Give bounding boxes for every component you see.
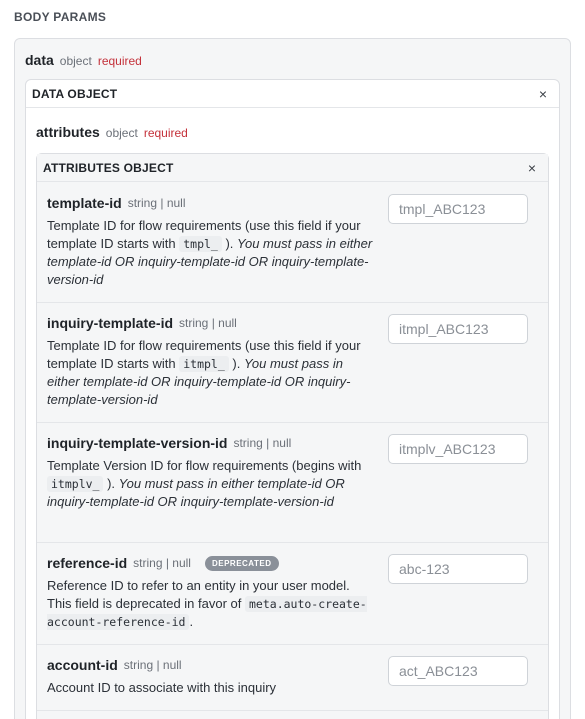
field-description	[47, 679, 377, 697]
desc-code: tmpl_	[179, 236, 222, 252]
desc-code: itmplv_	[47, 476, 103, 492]
field-info	[47, 657, 377, 697]
field-name-line	[47, 315, 377, 331]
field-info	[47, 195, 377, 289]
field-row-reference-id	[37, 543, 548, 645]
data-param-container	[14, 38, 571, 719]
field-name-line	[47, 195, 377, 211]
field-info	[47, 435, 377, 511]
data-param-type: object	[59, 54, 92, 68]
desc-italic: You must pass in either template-id OR inquiry-template-id OR inquiry-template-version-id	[47, 236, 373, 287]
field-name: inquiry-template-id	[47, 315, 174, 331]
attributes-object-box	[36, 153, 549, 719]
field-type: string | null	[127, 196, 186, 210]
field-name-line	[47, 657, 377, 673]
field-info	[47, 315, 377, 409]
data-object-header	[26, 80, 559, 108]
data-param-name: data	[25, 52, 54, 68]
section-title: BODY PARAMS	[14, 10, 107, 24]
account-id-input[interactable]	[388, 656, 528, 686]
attributes-param-name: attributes	[36, 124, 100, 140]
desc-italic: You must pass in either template-id OR inquiry-template-id OR inquiry-template-version-id	[47, 356, 351, 407]
deprecated-badge: DEPRECATED	[205, 556, 279, 571]
field-name: template-id	[47, 195, 122, 211]
desc-text: .	[189, 614, 194, 629]
attributes-param-required: required	[143, 126, 188, 140]
field-name: account-id	[47, 657, 118, 673]
field-row-template-id	[37, 183, 548, 303]
desc-text: Template ID for flow requirements (use this field if your template ID starts with	[47, 218, 361, 251]
desc-text: Account ID to associate with this inquiry	[47, 680, 277, 695]
data-object-close-icon[interactable]: ×	[538, 85, 547, 102]
field-description	[47, 337, 377, 409]
field-type: string | null	[179, 316, 237, 330]
field-row-inquiry-template-id	[37, 303, 548, 423]
desc-text: Template ID for flow requirements (use this field if your template ID starts with	[47, 338, 361, 371]
desc-code: meta.auto-create-account-reference-id	[47, 597, 367, 629]
attributes-param-type: object	[105, 126, 138, 140]
field-name: reference-id	[47, 555, 128, 571]
field-type: string | null	[133, 556, 191, 570]
data-param-required: required	[97, 54, 142, 68]
desc-code: itmpl_	[179, 356, 229, 372]
field-name: inquiry-template-version-id	[47, 435, 228, 451]
field-description	[47, 217, 377, 289]
field-row-account-id	[37, 645, 548, 711]
reference-id-input[interactable]	[388, 554, 528, 584]
desc-text: Reference ID to refer to an entity in your user model. This field is deprecated in favor of	[47, 578, 350, 611]
desc-text: ).	[103, 476, 119, 491]
desc-text: ).	[221, 236, 238, 251]
field-description	[47, 577, 377, 631]
desc-italic: You must pass in either template-id OR inquiry-template-id OR inquiry-template-version-id	[47, 476, 345, 509]
field-type: string | null	[123, 658, 182, 672]
data-object-box	[25, 79, 560, 719]
data-param-header	[25, 52, 142, 68]
data-object-title: DATA OBJECT	[32, 86, 118, 101]
field-row-inquiry-template-version-id	[37, 423, 548, 543]
desc-text: ).	[228, 356, 244, 371]
field-description	[47, 457, 377, 511]
field-info	[47, 555, 377, 631]
template-id-input[interactable]	[388, 194, 528, 224]
attributes-object-close-icon[interactable]: ×	[527, 159, 536, 176]
attributes-object-header	[37, 154, 548, 182]
field-name-line	[47, 555, 377, 571]
attributes-object-title: ATTRIBUTES OBJECT	[43, 160, 174, 175]
inquiry-template-id-input[interactable]	[388, 314, 528, 344]
attributes-param-header	[36, 124, 188, 140]
desc-text: Template Version ID for flow requirements (begins with	[47, 458, 362, 473]
field-name-line	[47, 435, 377, 451]
inquiry-template-version-id-input[interactable]	[388, 434, 528, 464]
field-type: string | null	[233, 436, 292, 450]
